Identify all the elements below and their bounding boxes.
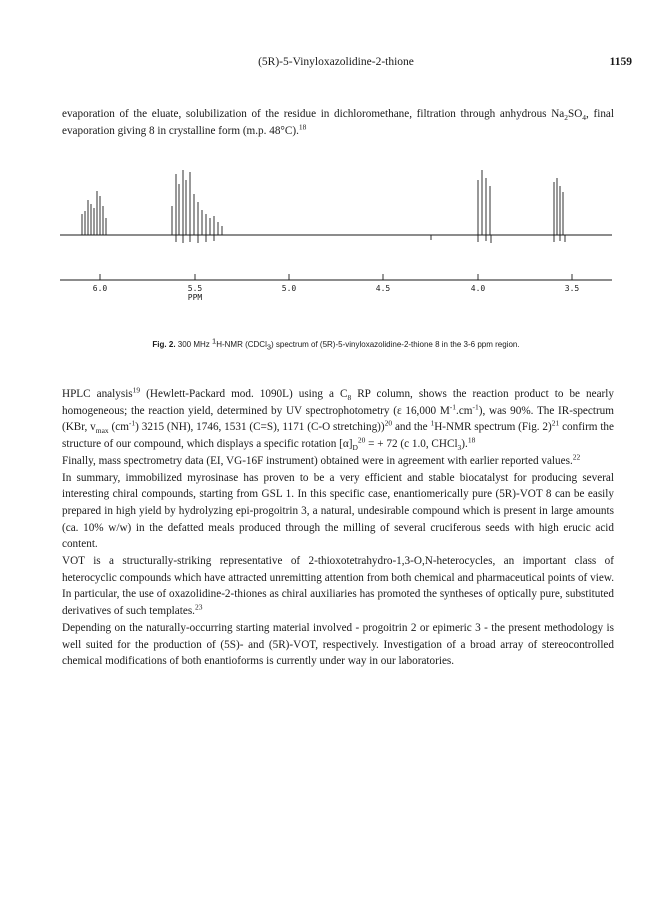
summary-paragraph: In summary, immobilized myrosinase has proven to be a very efficient and stable biocatalyst for producing several interesting chiral compounds, starting from GSL 1. In this specific case, enantiomerically pure (5R)-VOT 8 can be easily prepared in high yield by hydrolyzing epi-progoitrin 3, a natural, undesirable compound which is present in large amounts (ca. 10% w/w) in the defatted meals produced through the milling of several cruciferous seeds with high erucic acid content.: [62, 471, 614, 551]
ppm-tick-label-4-5: 4.5: [375, 284, 391, 293]
multiplet-3-6ppm: [554, 178, 565, 242]
mass-spec-paragraph: Finally, mass spectrometry data (EI, VG-16F instrument) obtained were in agreement with earlier reported values.$^{22}$: [62, 452, 581, 467]
ppm-tick-label-5-0: 5.0: [281, 284, 297, 293]
ppm-tick-label-3-5: 3.5: [564, 284, 580, 293]
multiplet-6-0ppm: [82, 191, 106, 235]
ppm-tick-label-5-5: 5.5: [187, 284, 203, 293]
vot-paragraph: VOT is a structurally-striking representative of 2-thioxotetrahydro-1,3-O,N-heterocycles, an important class of heterocyclic compounds which have attracted unremitting attention from both chemical and pharmaceutical points of view. In particular, the use of oxazolidine-2-thiones as chiral auxiliaries has promoted the syntheses of optically pure, substituted derivatives of such templates.$^{23}$: [62, 555, 614, 618]
intro-paragraph: [62, 106, 614, 139]
depending-paragraph: Depending on the naturally-occurring starting material involved - progoitrin 2 or epimeric 3 - the present methodology is well suited for the production of (5S)- and (5R)-VOT, respectively. Investigation of a broad array of stereocontrolled chemical modifications of both enantioforms is currently under way in our laboratories.: [62, 621, 614, 668]
ppm-axis-unit: PPM: [187, 293, 203, 302]
intro-line-2: $Na_2SO_4$, final evaporation giving 8 in crystalline form (m.p. 48°C).$^{18}$: [62, 108, 614, 137]
running-head-title: (5R)-5-Vinyloxazolidine-2-thione: [258, 56, 414, 68]
page-number: 1159: [609, 56, 632, 68]
multiplet-5-4ppm: [172, 170, 222, 243]
ppm-tick-label-4-0: 4.0: [470, 284, 486, 293]
nmr-spectrum-plot: [60, 166, 612, 306]
figure-label: Fig. 2.: [152, 340, 176, 349]
ppm-tick-label-6-0: 6.0: [92, 284, 108, 293]
intro-line-1: evaporation of the eluate, solubilization of the residue in dichloromethane, filtration through anhydrous: [62, 108, 547, 120]
figure-caption: Fig. 2. 300 MHz $^1$H-NMR (CDCl$_3$) spectrum of (5R)-5-vinyloxazolidine-2-thione 8 in the 3-6 ppm region.: [152, 336, 520, 352]
multiplet-4-1ppm: [431, 170, 491, 243]
hplc-paragraph: HPLC analysis$^{19}$ (Hewlett-Packard mod. 1090L) using a $C_8$ RP column, shows the reaction product to be nearly homogeneous; the reaction yield, determined by UV spectrophotometry (ε 16,000 $M^{-1}.cm^{-1}$), was 90%. The IR-spectrum (KBr, $v_{max}$ $(cm^{-1})$ 3215 (NH), 1746, 1531 (C=S), 1171 (C-O stretching))$^{20}$ and the $^1$H-NMR spectrum (Fig. 2)$^{21}$ confirm the structure of our compound, which displays a specific rotation $[\alpha]_D^{20}$ = + 72 (c 1.0, CHCl$_3$).$^{18}$ Finally, mass spectrometry data (EI, VG-16F instrument) obtained were in agreement with earlier reported values.$^{22}$ In summary, immobilized myrosinase has proven to be a very efficient and stable biocatalyst for producing several interesting chiral compounds, starting from GSL 1. In this specific case, enantiomerically pure (5R)-VOT 8 can be easily prepared in high yield by hydrolyzing epi-progoitrin 3, a natural, undesirable compound which is present in large amounts (ca. 10% w/w) in the defatted meals produced through the milling of several cruciferous seeds with high erucic acid content. VOT is a structurally-striking representative of 2-thioxotetrahydro-1,3-O,N-heterocycles, an important class of heterocyclic compounds which have attracted unremitting attention from both chemical and pharmaceutical points of view. In particular, the use of oxazolidine-2-thiones as chiral auxiliaries has promoted the syntheses of optically pure, substituted derivatives of such templates.$^{23}$ Depending on the naturally-occurring starting material involved - progoitrin 2 or epimeric 3 - the present methodology is well suited for the production of (5S)- and (5R)-VOT, respectively. Investigation of a broad array of stereocontrolled chemical modifications of both enantioforms is currently under way in our laboratories.: [62, 386, 614, 670]
